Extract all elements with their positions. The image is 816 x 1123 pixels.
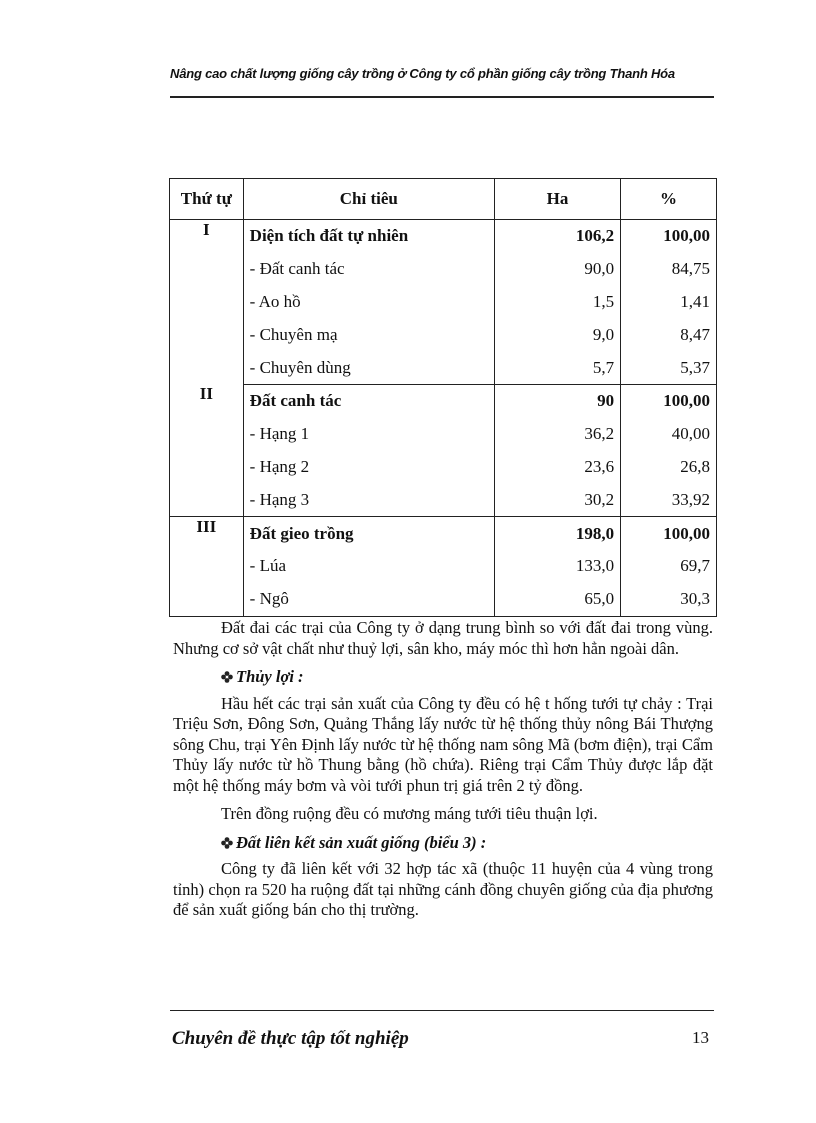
- row-label: Diện tích đất tự nhiên: [243, 220, 494, 253]
- page-number: 13: [692, 1028, 709, 1047]
- row-ha: 133,0: [494, 550, 620, 583]
- footer-title: Chuyên đề thực tập tốt nghiệp: [172, 1028, 409, 1049]
- row-ha: 36,2: [494, 418, 620, 451]
- table-row: [170, 351, 717, 384]
- col-header-percent: %: [621, 179, 717, 220]
- row-label: - Ngô: [243, 583, 494, 616]
- col-header-order: Thứ tự: [170, 179, 244, 220]
- row-label: Đất canh tác: [243, 384, 494, 417]
- row-label: - Ao hồ: [243, 286, 494, 319]
- heading-text: Đất liên kết sản xuất giống (biểu 3) :: [236, 832, 487, 852]
- row-percent: 69,7: [621, 550, 717, 583]
- row-label: - Hạng 2: [243, 451, 494, 484]
- row-percent: 5,37: [621, 351, 717, 384]
- table-row: [170, 418, 717, 451]
- col-header-ha: Ha: [494, 179, 620, 220]
- row-ha: 90,0: [494, 253, 620, 286]
- running-header: Nâng cao chất lượng giống cây trồng ở Công ty cổ phần giống cây trồng Thanh Hóa: [170, 66, 675, 81]
- row-percent: 26,8: [621, 451, 717, 484]
- group-order: III: [170, 517, 244, 616]
- paragraph: Trên đồng ruộng đều có mương máng tưới tiêu thuận lợi.: [221, 804, 598, 823]
- row-label: - Chuyên dùng: [243, 351, 494, 384]
- row-ha: 30,2: [494, 483, 620, 516]
- row-label: - Lúa: [243, 550, 494, 583]
- table-row: [170, 483, 717, 516]
- row-ha: 9,0: [494, 318, 620, 351]
- row-percent: 100,00: [621, 384, 717, 417]
- row-percent: 100,00: [621, 220, 717, 253]
- table-row: [170, 583, 717, 616]
- table-row: [170, 220, 717, 253]
- row-ha: 198,0: [494, 517, 620, 550]
- table-row: [170, 517, 717, 550]
- heading-text: Thủy lợi :: [236, 667, 304, 686]
- section-heading-irrigation: [173, 667, 713, 688]
- flower-bullet-icon: [221, 671, 233, 683]
- row-percent: 40,00: [621, 418, 717, 451]
- table-row: [170, 286, 717, 319]
- row-percent: 1,41: [621, 286, 717, 319]
- table-row: [170, 318, 717, 351]
- row-percent: 30,3: [621, 583, 717, 616]
- row-label: Đất gieo trồng: [243, 517, 494, 550]
- row-ha: 90: [494, 384, 620, 417]
- table-header-row: [170, 179, 717, 220]
- paragraph: Hầu hết các trại sản xuất của Công ty đều có hệ t hống tưới tự chảy : Trại Triệu Sơn, Đông Sơn, Quảng Thắng lấy nước từ hệ thống thủy nông Bái Thượng sông Chu, trại Yên Định lấy nước từ hệ thống nam sông Mã (bơm điện), trại Cẩm Thủy lấy nước từ hồ Thung bằng (hồ chứa). Riêng trại Cẩm Thủy được lắp đặt một hệ thống máy bơm và vòi tưới phun trị giá trên 2 tỷ đồng.: [173, 693, 713, 795]
- group-order: I: [170, 220, 244, 385]
- row-percent: 8,47: [621, 318, 717, 351]
- row-label: - Đất canh tác: [243, 253, 494, 286]
- row-label: - Hạng 3: [243, 483, 494, 516]
- paragraph: Công ty đã liên kết với 32 hợp tác xã (thuộc 11 huyện của 4 vùng trong tỉnh) chọn ra 520 ha ruộng đất tại những cánh đồng chuyên giống của địa phương để sản xuất giống bán cho thị trường.: [173, 859, 713, 919]
- row-ha: 106,2: [494, 220, 620, 253]
- table-row: [170, 384, 717, 417]
- row-percent: 100,00: [621, 517, 717, 550]
- section-heading-linked-land: [173, 833, 713, 854]
- row-percent: 84,75: [621, 253, 717, 286]
- row-label: - Hạng 1: [243, 418, 494, 451]
- table-row: [170, 253, 717, 286]
- group-order: II: [170, 384, 244, 516]
- col-header-indicator: Chỉ tiêu: [243, 179, 494, 220]
- row-percent: 33,92: [621, 483, 717, 516]
- header-rule: [170, 96, 714, 98]
- row-label: - Chuyên mạ: [243, 318, 494, 351]
- land-use-table: [169, 178, 717, 617]
- row-ha: 65,0: [494, 583, 620, 616]
- flower-bullet-icon: [221, 837, 233, 849]
- paragraph: Đất đai các trại của Công ty ở dạng trung bình so với đất đai trong vùng. Nhưng cơ sở vật chất như thuỷ lợi, sân kho, máy móc thì hơn hẳn ngoài dân.: [173, 618, 713, 658]
- row-ha: 23,6: [494, 451, 620, 484]
- table-row: [170, 550, 717, 583]
- body-text: [173, 618, 713, 921]
- table-row: [170, 451, 717, 484]
- row-ha: 1,5: [494, 286, 620, 319]
- row-ha: 5,7: [494, 351, 620, 384]
- footer-rule: [170, 1010, 714, 1011]
